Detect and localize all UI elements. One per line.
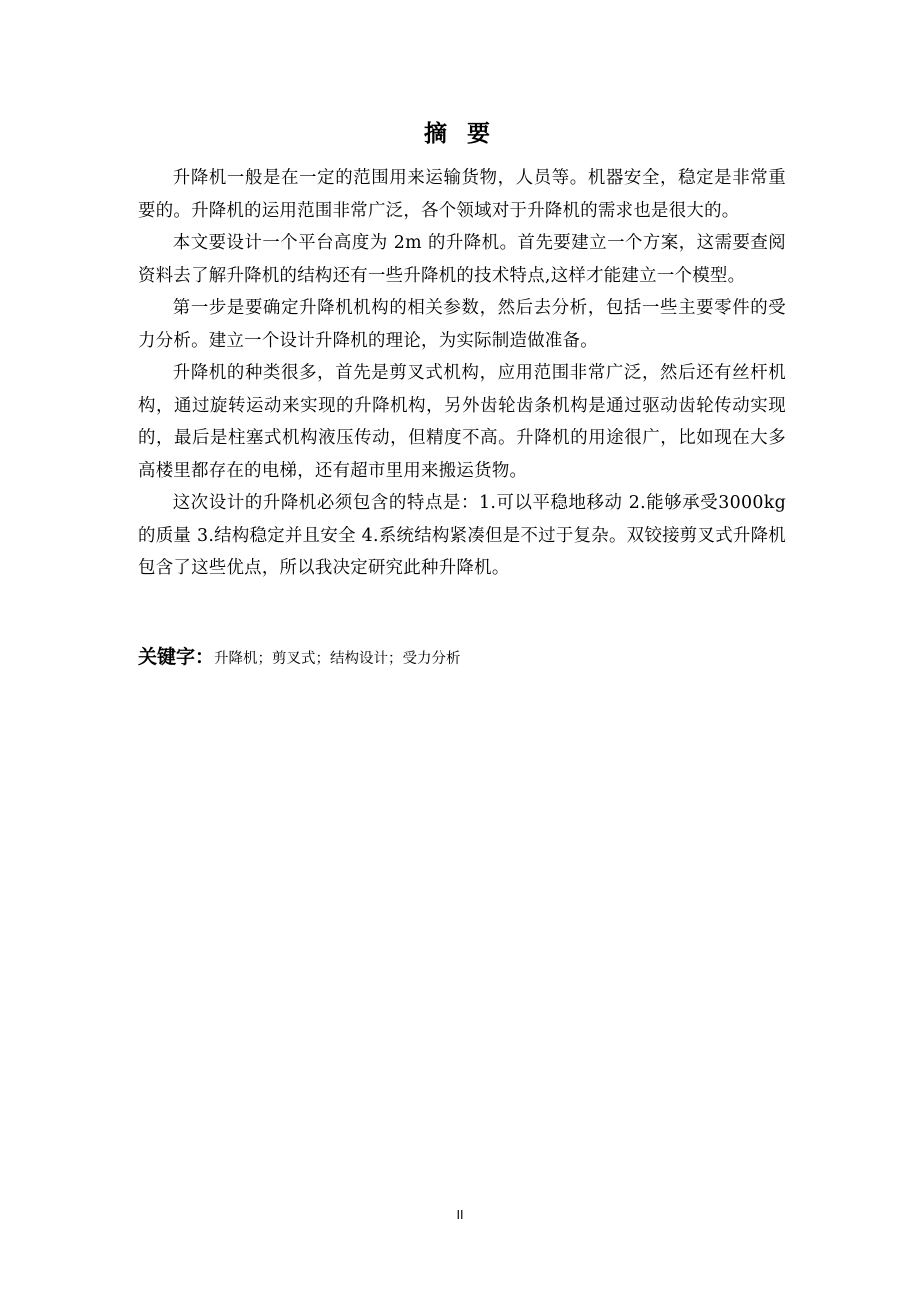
keywords-line [138,642,786,674]
abstract-paragraph-3: 第一步是要确定升降机机构的相关参数，然后去分析，包括一些主要零件的受力分析。建立一个设计升降机的理论，为实际制造做准备。 [138,298,786,351]
abstract-title: 摘 要 [423,121,496,147]
abstract-body [138,162,786,585]
abstract-paragraph-4: 升降机的种类很多，首先是剪叉式机构，应用范围非常广泛，然后还有丝杆机构，通过旋转运动来实现的升降机构，另外齿轮齿条机构是通过驱动齿轮传动实现的，最后是柱塞式机构液压传动，但精度不高。升降机的用途很广，比如现在大多高楼里都存在的电梯，还有超市里用来搬运货物。 [138,363,786,481]
keywords-text: 升降机；剪叉式；结构设计；受力分析 [214,651,461,667]
abstract-paragraph-1: 升降机一般是在一定的范围用来运输货物，人员等。机器安全，稳定是非常重要的。升降机的运用范围非常广泛，各个领域对于升降机的需求也是很大的。 [138,168,786,221]
keywords-label: 关键字： [138,646,215,668]
page-number: II [456,1208,464,1222]
abstract-paragraph-5: 这次设计的升降机必须包含的特点是：1.可以平稳地移动 2.能够承受3000kg 的质量 3.结构稳定并且安全 4.系统结构紧凑但是不过于复杂。双铰接剪叉式升降机包含了这些优点，所以我决定研究此种升降机。 [138,493,786,578]
abstract-paragraph-2: 本文要设计一个平台高度为 2m 的升降机。首先要建立一个方案，这需要查阅资料去了解升降机的结构还有一些升降机的技术特点,这样才能建立一个模型。 [138,233,786,286]
